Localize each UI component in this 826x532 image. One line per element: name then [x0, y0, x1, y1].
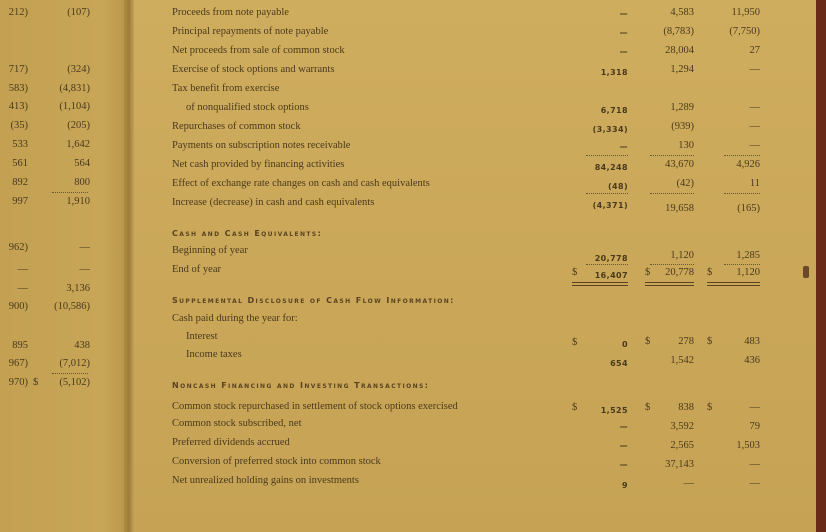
left-cell: (35): [10, 120, 28, 131]
left-cell: 3,136: [66, 283, 90, 294]
value-cell: (42): [676, 178, 694, 189]
left-cell: 892: [12, 177, 28, 188]
edge-mark: [803, 266, 809, 278]
value-cell: 4,926: [736, 159, 760, 170]
row-label: Proceeds from note payable: [172, 7, 289, 18]
value-cell: —: [683, 478, 694, 489]
left-cell: 413): [8, 101, 28, 112]
left-cell: (205): [67, 120, 90, 131]
dotted-rule: [586, 155, 628, 156]
currency-symbol: $: [645, 402, 651, 413]
row-label: Conversion of preferred stock into common stock: [172, 456, 381, 467]
value-cell: —: [619, 460, 628, 469]
left-cell: 717): [8, 64, 28, 75]
currency-symbol: $: [572, 402, 578, 413]
left-cell: 212): [8, 7, 28, 18]
left-cell: 561: [12, 158, 28, 169]
currency-symbol: $: [707, 402, 713, 413]
value-cell: 278: [678, 336, 694, 347]
value-cell: 130: [678, 140, 694, 151]
value-cell: 436: [744, 355, 760, 366]
value-cell: —: [749, 402, 760, 413]
left-cell: (7,012): [59, 358, 90, 369]
book-gutter: [124, 0, 134, 532]
currency-symbol: $: [572, 267, 578, 278]
value-cell: 9: [622, 481, 628, 490]
row-label: Income taxes: [186, 349, 242, 360]
double-rule: [707, 282, 760, 283]
value-cell: 2,565: [670, 440, 694, 451]
double-rule: [572, 282, 628, 283]
currency-symbol: $: [572, 337, 578, 348]
currency-symbol: $: [707, 336, 713, 347]
section-heading: Cash and Cash Equivalents:: [172, 229, 323, 238]
dotted-rule: [724, 155, 760, 156]
currency-symbol: $: [645, 336, 651, 347]
value-cell: (7,750): [729, 26, 760, 37]
value-cell: —: [619, 47, 628, 56]
row-label: of nonqualified stock options: [186, 102, 309, 113]
value-cell: —: [749, 459, 760, 470]
row-label: Tax benefit from exercise: [172, 83, 280, 94]
double-rule: [572, 285, 628, 286]
dotted-rule: [586, 193, 628, 194]
left-cell: (1,104): [59, 101, 90, 112]
row-label: Net cash provided by financing activities: [172, 159, 345, 170]
right-page: [134, 0, 816, 532]
row-label: Increase (decrease) in cash and cash equivalents: [172, 197, 375, 208]
value-cell: —: [619, 9, 628, 18]
double-rule: [645, 282, 694, 283]
value-cell: 1,525: [600, 406, 628, 415]
left-cell: 900): [8, 301, 28, 312]
value-cell: 84,248: [594, 163, 628, 172]
value-cell: (939): [671, 121, 694, 132]
left-cell: (107): [67, 7, 90, 18]
value-cell: 1,285: [736, 250, 760, 261]
value-cell: 1,542: [670, 355, 694, 366]
value-cell: (4,371): [592, 201, 628, 210]
value-cell: 11: [749, 178, 760, 189]
value-cell: 6,718: [600, 106, 628, 115]
value-cell: 1,120: [670, 250, 694, 261]
row-label: Beginning of year: [172, 245, 248, 256]
section-heading: Noncash Financing and Investing Transactions:: [172, 381, 430, 390]
left-cell: 583): [8, 83, 28, 94]
dotted-rule: [724, 264, 760, 265]
value-cell: 838: [678, 402, 694, 413]
left-cell: (10,586): [54, 301, 90, 312]
value-cell: —: [749, 102, 760, 113]
currency-symbol: $: [645, 267, 651, 278]
left-cell: 800: [74, 177, 90, 188]
value-cell: 4,583: [670, 7, 694, 18]
row-label: Effect of exchange rate changes on cash and cash equivalents: [172, 178, 430, 189]
left-cell: —: [79, 242, 90, 253]
value-cell: 11,950: [731, 7, 760, 18]
left-cell: 895: [12, 340, 28, 351]
value-cell: (48): [607, 182, 628, 191]
subheading: Cash paid during the year for:: [172, 313, 298, 324]
value-cell: (3,334): [592, 125, 628, 134]
value-cell: —: [749, 64, 760, 75]
value-cell: —: [619, 422, 628, 431]
row-label: Common stock repurchased in settlement of stock options exercised: [172, 401, 458, 412]
value-cell: 19,658: [665, 203, 694, 214]
left-cell: 564: [74, 158, 90, 169]
value-cell: —: [749, 478, 760, 489]
left-cell: 1,642: [66, 139, 90, 150]
double-rule: [645, 285, 694, 286]
value-cell: 1,289: [670, 102, 694, 113]
value-cell: 1,503: [736, 440, 760, 451]
value-cell: 79: [749, 421, 760, 432]
row-label: Principal repayments of note payable: [172, 26, 329, 37]
dotted-rule: [52, 373, 88, 374]
left-cell: (324): [67, 64, 90, 75]
value-cell: 27: [749, 45, 760, 56]
value-cell: 1,120: [736, 267, 760, 278]
value-cell: 20,778: [665, 267, 694, 278]
row-label: Payments on subscription notes receivable: [172, 140, 351, 151]
left-cell: 1,910: [66, 196, 90, 207]
left-cell: —: [17, 283, 28, 294]
section-heading: Supplemental Disclosure of Cash Flow Information:: [172, 296, 455, 305]
left-cell: 970): [8, 377, 28, 388]
row-label: Interest: [186, 331, 218, 342]
value-cell: 3,592: [670, 421, 694, 432]
value-cell: 16,407: [594, 271, 628, 280]
row-label: Net proceeds from sale of common stock: [172, 45, 345, 56]
value-cell: —: [619, 28, 628, 37]
value-cell: 43,670: [665, 159, 694, 170]
left-cell: 967): [8, 358, 28, 369]
left-cell: —: [79, 264, 90, 275]
row-label: Preferred dividends accrued: [172, 437, 290, 448]
left-cell: 962): [8, 242, 28, 253]
row-label: Net unrealized holding gains on investments: [172, 475, 359, 486]
value-cell: 483: [744, 336, 760, 347]
value-cell: 20,778: [594, 254, 628, 263]
double-rule: [707, 285, 760, 286]
value-cell: (165): [737, 203, 760, 214]
value-cell: 654: [610, 359, 628, 368]
dotted-rule: [650, 193, 694, 194]
currency-symbol: $: [33, 377, 39, 388]
row-label: Exercise of stock options and warrants: [172, 64, 335, 75]
value-cell: 37,143: [665, 459, 694, 470]
value-cell: 1,294: [670, 64, 694, 75]
page-edge: [816, 0, 826, 532]
value-cell: —: [619, 441, 628, 450]
left-cell: 533: [12, 139, 28, 150]
dotted-rule: [650, 264, 694, 265]
left-cell: (4,831): [59, 83, 90, 94]
left-cell: 438: [74, 340, 90, 351]
left-cell: —: [17, 264, 28, 275]
row-label: Common stock subscribed, net: [172, 418, 302, 429]
value-cell: 1,318: [600, 68, 628, 77]
row-label: Repurchases of common stock: [172, 121, 301, 132]
dotted-rule: [650, 155, 694, 156]
left-cell: (5,102): [59, 377, 90, 388]
dotted-rule: [586, 264, 628, 265]
value-cell: —: [619, 142, 628, 151]
value-cell: 0: [622, 340, 628, 349]
value-cell: —: [749, 121, 760, 132]
value-cell: 28,004: [665, 45, 694, 56]
row-label: End of year: [172, 264, 221, 275]
dotted-rule: [52, 192, 88, 193]
currency-symbol: $: [707, 267, 713, 278]
dotted-rule: [724, 193, 760, 194]
left-cell: 997: [12, 196, 28, 207]
value-cell: —: [749, 140, 760, 151]
value-cell: (8,783): [663, 26, 694, 37]
